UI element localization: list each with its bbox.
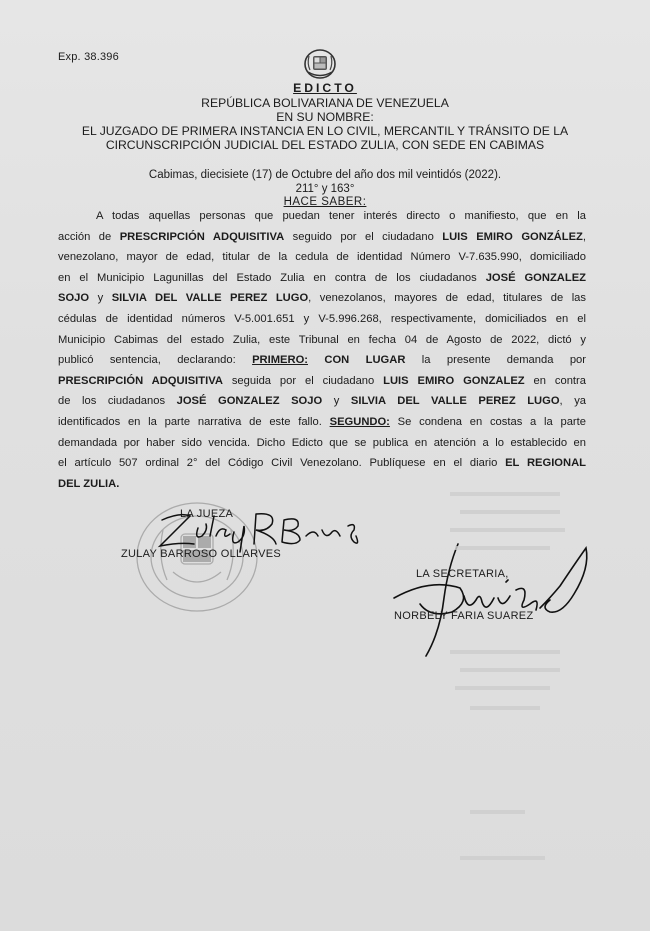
body-text-segment: y	[322, 395, 351, 408]
newspaper-name: DEL ZULIA.	[58, 477, 120, 490]
body-text-segment: la presente demanda por	[405, 354, 586, 367]
body-text-segment: acción de	[58, 230, 120, 243]
plaintiff-name: LUIS EMIRO GONZÁLEZ	[442, 230, 583, 243]
body-text-segment: Municipio Cabimas del estado Zulia, este Tribunal en fecha 04 de Agosto de 2022, dictó y	[58, 333, 586, 346]
body-line	[58, 288, 586, 309]
years-line: 211° y 163°	[295, 183, 355, 195]
body-text-segment: , venezolanos, mayores de edad, titulares de las	[308, 292, 586, 305]
body-text-segment: identificados en la parte narrativa de este fallo.	[58, 415, 330, 428]
hace-saber-heading: HACE SABER:	[283, 196, 367, 208]
edict-body	[58, 206, 586, 494]
body-text-segment: seguida por el ciudadano	[222, 374, 384, 387]
body-text-segment: y	[89, 292, 112, 305]
secretary-name: NORBELY FARIA SUAREZ	[394, 610, 534, 622]
body-line	[58, 309, 586, 330]
body-line	[58, 206, 586, 227]
body-line	[58, 433, 586, 454]
defendant-name: SILVIA DEL VALLE PEREZ LUGO	[111, 292, 309, 305]
body-line	[58, 453, 586, 474]
ruling-text: CON LUGAR	[308, 354, 406, 367]
body-line	[58, 412, 586, 433]
body-text-segment: demandada por haber sido vencida. Dicho Edicto que se publica en atención a lo establecido en	[58, 436, 586, 449]
court-line-2: CIRCUNSCRIPCIÓN JUDICIAL DEL ESTADO ZULIA, CON SEDE EN CABIMAS	[105, 138, 545, 152]
body-text-segment: seguido por el ciudadano	[284, 230, 443, 243]
court-line-1: EL JUZGADO DE PRIMERA INSTANCIA EN LO CIVIL, MERCANTIL Y TRÁNSITO DE LA	[81, 124, 569, 138]
body-line	[58, 227, 586, 248]
defendant-name: JOSÉ GONZALEZ SOJO	[176, 395, 323, 408]
body-text-segment: Se condena en costas a la parte	[389, 415, 586, 428]
body-text-segment: A todas aquellas personas que puedan tener interés directo o manifiesto, que en la	[96, 210, 586, 222]
in-name-line: EN SU NOMBRE:	[276, 110, 374, 124]
judge-title: LA JUEZA	[180, 508, 234, 520]
body-text-segment: cédulas de identidad números V-5.001.651 y V-5.996.268, respectivamente, domiciliados en el	[58, 312, 586, 325]
edict-title: EDICTO	[293, 81, 357, 95]
body-text-segment: , ya	[559, 395, 587, 408]
defendant-name: JOSÉ GONZALEZ	[485, 271, 587, 284]
defendant-name: SOJO	[58, 292, 90, 305]
segundo-heading: SEGUNDO:	[329, 415, 390, 428]
coat-of-arms-icon	[303, 48, 337, 80]
body-line	[58, 391, 586, 412]
body-text-segment: ,	[582, 230, 586, 243]
body-text-segment: publicó sentencia, declarando:	[58, 354, 253, 367]
body-text-segment: venezolano, mayor de edad, titular de la cedula de identidad Número V-7.635.990, domiciliado	[58, 251, 586, 264]
body-text-segment: en el Municipio Lagunillas del Estado Zulia en contra de los ciudadanos	[58, 271, 486, 284]
body-line	[58, 247, 586, 268]
body-line	[58, 330, 586, 351]
body-text-segment: de los ciudadanos	[58, 395, 177, 408]
file-number: Exp. 38.396	[58, 51, 119, 63]
body-text-segment: el artículo 507 ordinal 2° del Código Civil Venezolano. Publíquese en el diario	[58, 457, 506, 470]
judge-signature	[150, 506, 365, 554]
action-name: PRESCRIPCIÓN ADQUISITIVA	[58, 374, 223, 387]
date-line: Cabimas, diecisiete (17) de Octubre del año dos mil veintidós (2022).	[148, 169, 502, 181]
body-line	[58, 350, 586, 371]
primero-heading: PRIMERO:	[252, 354, 308, 367]
body-line	[58, 268, 586, 289]
plaintiff-name: LUIS EMIRO GONZALEZ	[383, 374, 525, 387]
body-text-segment: en contra	[524, 374, 586, 387]
secretary-title: LA SECRETARIA,	[416, 568, 509, 580]
judge-name: ZULAY BARROSO OLLARVES	[121, 548, 282, 560]
newspaper-name: EL REGIONAL	[505, 457, 586, 470]
action-name: PRESCRIPCIÓN ADQUISITIVA	[119, 230, 285, 243]
body-line	[58, 371, 586, 392]
bleed-through-texture	[440, 480, 580, 880]
republic-line: REPÚBLICA BOLIVARIANA DE VENEZUELA	[201, 96, 449, 110]
defendant-name: SILVIA DEL VALLE PEREZ LUGO	[350, 395, 560, 408]
